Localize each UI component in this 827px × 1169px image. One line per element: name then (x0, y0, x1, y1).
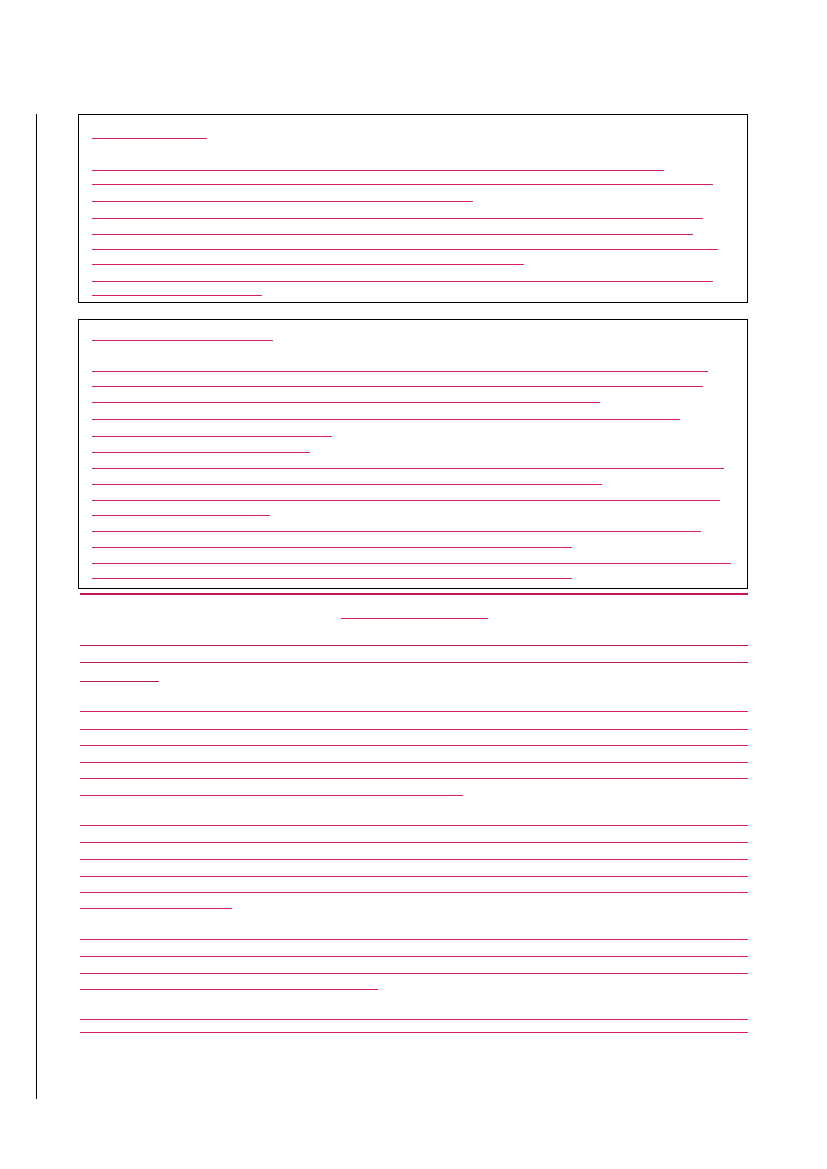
content-box-1 (78, 114, 748, 303)
redacted-text-line (80, 939, 748, 940)
redacted-text-line (80, 681, 159, 682)
redacted-text-line (92, 170, 664, 171)
redacted-text-line (80, 745, 748, 746)
redacted-text-line (92, 249, 718, 250)
redacted-text-line (92, 452, 310, 453)
change-bar (36, 114, 37, 1099)
redacted-text-line (92, 340, 273, 341)
redacted-text-line (92, 201, 473, 202)
redacted-text-line (92, 402, 600, 403)
redacted-text-line (341, 618, 488, 619)
redacted-text-line (80, 662, 748, 663)
redacted-text-line (80, 1032, 748, 1033)
content-box-2 (78, 319, 748, 589)
redacted-text-line (92, 547, 572, 548)
redacted-text-line (92, 531, 701, 532)
redacted-text-line (80, 842, 748, 843)
redacted-text-line (80, 795, 463, 796)
redacted-text-line (80, 778, 748, 779)
redacted-text-line (80, 1019, 748, 1020)
redacted-text-line (80, 593, 748, 595)
redacted-text-line (92, 234, 693, 235)
redacted-text-line (92, 281, 713, 282)
redacted-text-line (92, 184, 713, 185)
redacted-text-line (92, 386, 703, 387)
redacted-text-line (80, 859, 748, 860)
redacted-text-line (80, 989, 378, 990)
redacted-text-line (80, 973, 748, 974)
redacted-text-line (92, 138, 207, 139)
redacted-text-line (80, 711, 748, 712)
redacted-text-line (92, 468, 724, 469)
redacted-text-line (80, 762, 748, 763)
redacted-text-line (80, 908, 232, 909)
redacted-text-line (80, 892, 748, 893)
redacted-text-line (92, 419, 680, 420)
redacted-text-line (92, 500, 720, 501)
redacted-text-line (80, 825, 748, 826)
redacted-text-line (92, 578, 572, 579)
redacted-text-line (92, 436, 332, 437)
redacted-text-line (92, 218, 703, 219)
redacted-text-line (92, 515, 270, 516)
redacted-text-line (92, 264, 524, 265)
redacted-text-line (80, 645, 748, 646)
redacted-text-line (92, 371, 708, 372)
redacted-text-line (92, 484, 602, 485)
redacted-text-line (80, 956, 748, 957)
redacted-text-line (80, 729, 748, 730)
redacted-text-line (92, 295, 262, 296)
redacted-text-line (92, 563, 731, 564)
redacted-text-line (80, 876, 748, 877)
